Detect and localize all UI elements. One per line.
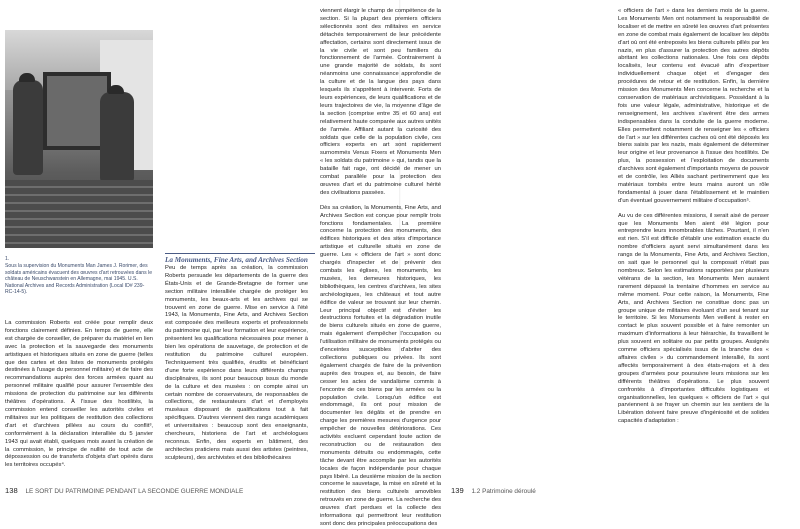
paragraph: viennent élargir le champ de compétence de la section. Si la plupart des premiers officiers sélectionnés sont des militaires en service détachés temporairement de leur précédente affectation, certains sont directement issus de la vie civile et sont peu familiers du fonctionnement de l'armée. Contrairement à une grande majorité de soldats, ils sont néanmoins une connaissance approfondie de la culture et de la langue des pays dans lesquels ils s'apprêtent à intervenir. Forts de leurs expériences, de leurs qualifications et de leurs trajectoires de vie, la moyenne d'âge de la section (comprise entre 35 et 60 ans) est relativement haute comparée aux autres unités de l'armée. Affiliant autant la curiosité des soldats que celle de la population civile, ces officiers experts en art sont rapidement surnommés Venus Fixers et Monuments Men « les soldats du patrimoine » qui, tandis que la bataille fait rage, ont décidé de mener un combat parallèle pour la protection des œuvres d'art et du patrimoine culturel hérité des civilisations passées.: [320, 8, 441, 196]
paragraph: Peu de temps après sa création, la commission Roberts persuade les départements de la guerre des États-Unis et de Grande-Bretagne de former une section militaire interalliée chargée de protéger les monuments, les beaux-arts et les archives qui se trouvent en zone de guerre. Mise en service à l'été 1943, la Monuments, Fine Arts, and Archives Section est composée des meilleurs experts et professionnels du patrimoine qui, par leur formation et leur expérience, présentent les qualifications nécessaires pour mener à bien les opérations de sauvetage, de protection et de restitution du patrimoine culturel européen. Techniquement très qualifiés, érudits et bénéficiant d'une forte expérience dans leurs différents champs disciplinaires, ils sont pour beaucoup issus du monde de la culture et des musées : on compte ainsi un certain nombre de conservateurs, de responsables de collections, de restaurateurs d'art et d'employés muséaux disposant de qualifications tout à fait spécifiques. D'autres viennent des rangs académiques et universitaires : beaucoup sont des enseignants, chercheurs, historiens de l'art et archéologues reconnus. Enfin, des experts en bâtiment, des architectes praticiens mais aussi des artistes (peintres, sculpteurs), des archivistes et des bibliothécaires: [165, 265, 308, 461]
soldier-figure: [13, 80, 43, 175]
paragraph: « officiers de l'art » dans les derniers mois de la guerre. Les Monuments Men ont notamment la responsabilité de localiser et de mettre en sûreté les œuvres d'art présentes en zone de combat mais également de localiser les dépôts d'art où ont été entreposés les biens culturels pillés par les nazis, en plus d'assurer la protection des autres dépôts abritant les collections nationales. Une fois ces dépôts localisés, leur contenu est évacué afin d'expertiser individuellement chaque objet et d'engager des procédures de retour et de restitution. Enfin, la dernière mission des Monuments Men concerne la recherche et la conservation de matériaux archivistiques. Possédant à la fois une valeur légale, administrative, historique et de renseignement, les archives s'avèrent être des armes indispensables dans la conduite de la guerre moderne. Elles permettent notamment de renseigner les « officiers de l'art » sur les différentes caches où ont été déposés les biens saisis par les nazis, mais également de déterminer leur origine et leur provenance à l'issue des hostilités. De plus, la possession et l'exploitation de documents d'archives sont également d'importants moyens de pouvoir et de contrôle, les Alliés sachant pertinemment que les matériaux tombés entre leurs mains auront un rôle fondamental à jouer dans l'établissement et le maintien d'un éventuel gouvernement militaire d'occupation⁵.: [618, 8, 769, 204]
left-folio: [5, 486, 243, 495]
page-number: 138: [5, 486, 18, 495]
right-folio: [451, 486, 536, 495]
running-title: LE SORT DU PATRIMOINE PENDANT LA SECONDE GUERRE MONDIALE: [25, 488, 244, 495]
helmet-icon: [108, 85, 124, 94]
figure-caption: Sous la supervision du Monuments Man James J. Rorimer, des soldats américains évacuent des œuvres d'art retrouvées dans le château de Neuschwanstein en Allemagne, mai 1945. U.S. National Archives and Records Administration (Local ID# 239-RC-14-5).: [5, 263, 153, 296]
archival-photo: [5, 30, 153, 248]
paragraph: La commission Roberts est créée pour remplir deux fonctions clairement définies. En temps de guerre, elle est chargée de conseiller, de préparer du matériel en lien avec la protection et la sauvegarde des monuments artistiques et historiques situés en zone de guerre (telles que des cartes et des listes de monuments protégés destinées à l'usage du personnel militaire) et de faire des recommandations auprès des forces armées quant au personnel militaire qualifié pour assurer l'ensemble des missions de protection du patrimoine sur les différents théâtres d'opérations. À l'issue des hostilités, la commission entend conseiller les autorités civiles et militaires sur les politiques de restitution des collections d'art et d'archives pillées au cours du conflit³, conformément à la déclaration interalliée du 5 janvier 1943 qui avait établi, quelques mois avant la création de la commission, le principe de nullité de tout acte de dépossession ou de transferts d'objets d'art opérés dans les territoires occupés⁴.: [5, 320, 153, 469]
running-title: 1.2 Patrimoine déroulé: [471, 488, 536, 495]
left-middle-column: [165, 265, 308, 463]
soldier-figure: [100, 92, 134, 182]
page-number: 139: [451, 486, 464, 495]
figure-number: 1.: [5, 256, 10, 262]
paragraph: Dès sa création, la Monuments, Fine Arts, and Archives Section est conçue pour remplir trois fonctions fondamentales. La première concerne la protection des monuments, des édifices historiques et des sites d'importance artistique et culturelle situés en zone de guerre. Les « officiers de l'art » sont donc chargés d'inspecter et de prévenir des combats les églises, les monuments, les musées, les demeures historiques, les bibliothèques, les centres d'archives, les sites archéologiques, les châteaux et tout autre édifice de valeur se trouvant sur leur chemin. Leur principal objectif est d'éviter les destructions fortuites et la dégradation inutile de biens culturels situés en zone de guerre, mais également d'empêcher l'occupation ou l'utilisation militaire de monuments protégés ou d'enceintes susceptibles d'abriter des collections publiques ou privées. Ils sont également chargés de faire de la prévention auprès des troupes et, au besoin, de faire cesser les actes de vandalisme commis à l'encontre de ces biens par les armées ou la population civile. Lorsqu'un édifice est endommagé, ils ont pour mission de documenter les dégâts et de prendre en charge les premières mesures d'urgence pour empêcher de nouvelles détériorations. Ces activités excluent cependant toute action de reconstruction ou de restauration des monuments détruits ou endommagés, cette tâche devant être accomplie par les autorités locales de façon indépendante pour chaque pays libéré. La deuxième mission de la section concerne le sauvetage, la mise en sûreté et la restitution des biens culturels amovibles retrouvés en zone de guerre. La recherche des œuvres d'art perdues et la collecte des informations qui permettront leur restitution sont donc des principales préoccupations des: [320, 204, 441, 527]
right-column-2: [618, 8, 769, 426]
photo-stairs: [5, 180, 153, 248]
left-bottom-column: [5, 320, 153, 470]
figure-caption-block: [5, 256, 153, 295]
section-heading: La Monuments, Fine Arts, and Archives Section: [165, 253, 315, 264]
right-column-1: [320, 8, 441, 529]
paragraph: Au vu de ces différentes missions, il serait aisé de penser que les Monuments Men aient été légion pour entreprendre leurs innombrables tâches. Pourtant, il n'en est rien. S'il est difficile d'établir une estimation exacte du nombre d'officiers ayant servi simultanément dans les rangs de la Monuments, Fine Arts, and Archives Section, on sait que le personnel qui la composait n'était pas nombreux. Selon les estimations rapportées par plusieurs vétérans de la section, les Monuments Men auraient rarement dépassé la trentaine d'hommes en service au même moment. Pour cette raison, la Monuments, Fine Arts, and Archives Section ne constitue donc pas un groupe unique de militaires évoluant d'un seul tenant sur le territoire. Si les Monuments Men veillent à rester en contact le plus souvent possible et à faire remonter un maximum d'informations à leur hiérarchie, ils travaillent le plus souvent en solitaire ou par petits groupes. Assignés comme officiers spécialisés issus de la branche des « affaires civiles » du commandement interallié, ils sont affectés temporairement à des états-majors et à des groupes d'armées pour poursuivre leurs missions sur les différents théâtres d'opérations. Le plus souvent confrontés à d'importantes difficultés logistiques et organisationnelles, les quelques « officiers de l'art » qui parviennent à se frayer un chemin sur les sentiers de la Libération doivent faire preuve d'ingéniosité et de solides capacités d'adaptation :: [618, 212, 769, 425]
helmet-icon: [19, 73, 35, 82]
